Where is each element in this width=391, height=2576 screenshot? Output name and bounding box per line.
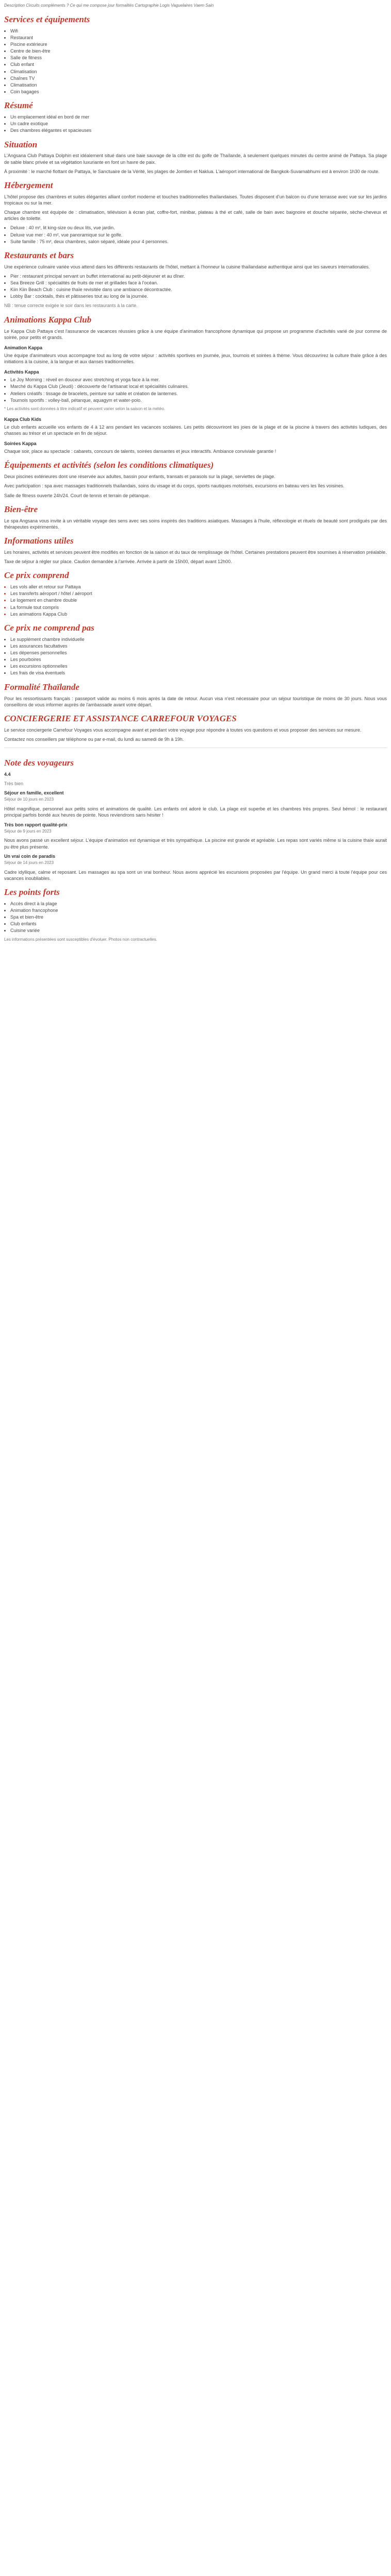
review-card [4, 822, 387, 850]
list-item: • Animation francophone [10, 907, 387, 913]
services-title: Services et équipements [4, 14, 90, 24]
highlights-title: Les points forts [4, 887, 60, 897]
restaurants-title: Restaurants et bars [4, 250, 74, 260]
list-item: • Accès direct à la plage [10, 901, 387, 907]
review-heading: Un vrai coin de paradis [4, 853, 56, 859]
formalities-title: Formalité Thaïlande [4, 682, 79, 692]
list-item: • Les animations Kappa Club [10, 611, 387, 617]
animations-section [4, 314, 387, 455]
review-card [4, 790, 387, 818]
list-item: • Les vols aller et retour sur Pattaya [10, 584, 387, 590]
list-item: • Club enfant [10, 61, 387, 67]
formalities-text: Pour les ressortissants français : passeport valide au moins 6 mois après la date de retour. Aucun visa n'est nécessaire pour un séjour touristique de moins de 30 jours. Nous vous conseillons de vous informer auprès de l'ambassade avant votre départ. [4, 696, 387, 707]
list-item: • Les dépenses personnelles [10, 650, 387, 656]
highlights-section [4, 887, 387, 934]
concierge-section [4, 713, 387, 742]
activities-list [10, 377, 387, 403]
animations-text: Le Kappa Club Pattaya c'est l'assurance de vacances réussies grâce à une équipe d'animation francophone dynamique qui propose un programme d'activités varié de jour comme de soirée, pour petits et grands. [4, 328, 387, 340]
animations-text-2: Une équipe d'animateurs vous accompagne tout au long de votre séjour : activités sportives en journée, jeux, tournois et soirées à thème. Vous découvrirez la culture thaïe grâce à des initiations à la cuisine, à la langue et aux danses traditionnelles. [4, 352, 387, 365]
restaurants-text: Une expérience culinaire variée vous attend dans les différents restaurants de l'hôtel, mettant à l'honneur la cuisine thaïlandaise authentique ainsi que les saveurs internationales. [4, 264, 370, 269]
included-list [10, 584, 387, 617]
review-text: Nous avons passé un excellent séjour. L'équipe d'animation est dynamique et très sympathique. La piscine est grande et agréable. Les repas sont variés même si la cuisine thaïe aurait pu être plus présente. [4, 838, 387, 850]
reviews-title: Note des voyageurs [4, 758, 74, 768]
info-text-2: Taxe de séjour à régler sur place. Caution demandée à l'arrivée. Arrivée à partir de 15h00, départ avant 12h00. [4, 559, 232, 565]
services-list [10, 28, 387, 95]
activities-subtitle: Activités Kappa [4, 369, 39, 375]
list-item: • Les excursions optionnelles [10, 663, 387, 669]
summary-list [10, 114, 387, 133]
list-item: • Cuisine variée [10, 927, 387, 934]
accommodation-text: L'hôtel propose des chambres et suites élégantes alliant confort moderne et touches traditionnelles thaïlandaises. Toutes disposent d'un balcon ou d'une terrasse avec vue sur les jardins tropicaux ou sur la mer. [4, 194, 387, 206]
restaurants-section [4, 250, 387, 309]
list-item: • La formule tout compris [10, 604, 387, 611]
list-item: • Kiin Kiin Beach Club : cuisine thaïe revisitée dans une ambiance décontractée. [10, 286, 387, 293]
list-item: • Des chambres élégantes et spacieuses [10, 127, 387, 133]
evenings-subtitle: Soirées Kappa [4, 441, 37, 447]
list-item: • Les assurances facultatives [10, 643, 387, 649]
location-text-2: À proximité : le marché flottant de Pattaya, le Sanctuaire de la Vérité, les plages de Jomtien et Naklua. L'aéroport international de Bangkok-Suvarnabhumi est à environ 1h30 de route. [4, 168, 380, 174]
list-item: • Restaurant [10, 35, 387, 41]
accommodation-text-2: Chaque chambre est équipée de : climatisation, télévision à écran plat, coffre-fort, minibar, plateau à thé et café, salle de bain avec baignoire et douche séparée, sèche-cheveux et articles de toilette. [4, 210, 387, 222]
equipment-text-3: Salle de fitness ouverte 24h/24. Court de tennis et terrain de pétanque. [4, 493, 150, 498]
list-item: • Piscine extérieure [10, 41, 387, 47]
review-date: Séjour de 14 jours en 2023 [4, 860, 54, 865]
reviews-score: 4.4 [4, 772, 11, 777]
list-item: • Les frais de visa éventuels [10, 670, 387, 676]
location-title: Situation [4, 139, 38, 149]
list-item: • Club enfants [10, 921, 387, 927]
list-item: • Les transferts aéroport / hôtel / aéroport [10, 590, 387, 597]
list-item: • Le supplément chambre individuelle [10, 636, 387, 642]
reviews-section [4, 748, 387, 882]
list-item: • Salle de fitness [10, 55, 387, 61]
list-item: • Climatisation [10, 69, 387, 75]
kids-text: Le club enfants accueille vos enfants de 4 à 12 ans pendant les vacances scolaires. Les petits découvriront les joies de la plage et de la piscine à travers des activités ludiques, des chasses au trésor et un spectacle en fin de séjour. [4, 424, 387, 436]
list-item: • Sea Breeze Grill : spécialités de fruits de mer et grillades face à l'océan. [10, 280, 387, 286]
list-item: • Deluxe : 40 m², lit king-size ou deux lits, vue jardin. [10, 225, 387, 231]
not-included-title: Ce prix ne comprend pas [4, 622, 94, 633]
location-text: L'Angsana Club Pattaya Dolphin est idéalement situé dans une baie sauvage de la côte est du golfe de Thaïlande, à seulement quelques minutes du centre animé de Pattaya. Sa plage de sable blanc privée et sa végétation luxuriante en font un havre de paix. [4, 153, 387, 165]
wellness-title: Bien-être [4, 504, 38, 514]
restaurants-list [10, 273, 387, 300]
list-item: • Lobby Bar : cocktails, thés et pâtisseries tout au long de la journée. [10, 293, 387, 299]
equipment-text-2: Avec participation : spa avec massages traditionnels thaïlandais, soins du visage et du corps, sports nautiques motorisés, excursions en bateau vers les îles voisines. [4, 483, 345, 489]
concierge-text: Le service conciergerie Carrefour Voyages vous accompagne avant et pendant votre voyage pour répondre à toutes vos questions et vous proposer des services sur mesure. [4, 727, 362, 733]
accommodation-title: Hébergement [4, 180, 53, 190]
review-text: Cadre idyllique, calme et reposant. Les massages au spa sont un vrai bonheur. Nous avons apprécié les excursions proposées par l'équipe. Un grand merci à toute l'équipe pour ces vacances inoubliables. [4, 869, 387, 881]
wellness-section [4, 504, 387, 530]
list-item: • Climatisation [10, 82, 387, 88]
review-heading: Séjour en famille, excellent [4, 790, 64, 796]
review-text: Hôtel magnifique, personnel aux petits soins et animations de qualité. Les enfants ont adoré le club. La plage est superbe et les chambres très propres. Seul bémol : le restaurant principal parfois bondé aux heures de pointe. Nous reviendrons sans hésiter ! [4, 806, 387, 818]
list-item: • Un emplacement idéal en bord de mer [10, 114, 387, 120]
intro-text: Description Circuits compléments ? Ce qui me compose jour formalités Cartographie Logis Vaguelaires Vaem Sain [4, 3, 214, 8]
list-item: • Chaînes TV [10, 75, 387, 81]
list-item: • Ateliers créatifs : tissage de bracelets, peinture sur sable et création de lanternes. [10, 391, 387, 397]
list-item: • Coin bagages [10, 89, 387, 95]
review-heading: Très bon rapport qualité-prix [4, 822, 68, 827]
reviews-label: Très bien [4, 781, 24, 787]
footer-note: Les informations présentées sont susceptibles d'évoluer. Photos non contractuelles. [4, 937, 157, 942]
included-title: Ce prix comprend [4, 570, 69, 581]
accommodation-section [4, 180, 387, 245]
review-card [4, 853, 387, 882]
list-item: • Marché du Kappa Club (Jeudi) : découverte de l'artisanat local et spécialités culinaires. [10, 383, 387, 389]
list-item: • Les pourboires [10, 656, 387, 663]
formalities-section [4, 682, 387, 708]
location-section [4, 139, 387, 175]
concierge-title: CONCIERGERIE ET ASSISTANCE CARREFOUR VOYAGES [4, 713, 237, 723]
info-title: Informations utiles [4, 535, 74, 546]
equipment-title: Équipements et activités (selon les conditions climatiques) [4, 460, 214, 470]
list-item: • Wifi [10, 28, 387, 34]
concierge-text-2: Contactez nos conseillers par téléphone ou par e-mail, du lundi au samedi de 9h à 19h. [4, 736, 184, 742]
info-section [4, 535, 387, 565]
wellness-text: Le spa Angsana vous invite à un véritable voyage des sens avec ses soins inspirés des traditions asiatiques. Massages à l'huile, réflexologie et rituels de beauté sont prodigués par des thérapeutes expérimentés. [4, 518, 387, 530]
restaurants-note: NB : tenue correcte exigée le soir dans les restaurants à la carte. [4, 303, 138, 309]
not-included-list [10, 636, 387, 676]
room-list [10, 225, 387, 244]
list-item: • Pier : restaurant principal servant un buffet international au petit-déjeuner et au dîner. [10, 273, 387, 279]
not-included-section [4, 622, 387, 676]
info-text: Les horaires, activités et services peuvent être modifiés en fonction de la saison et du taux de remplissage de l'hôtel. Certaines prestations peuvent être soumises à réservation préalable. [4, 549, 387, 555]
list-item: • Spa et bien-être [10, 914, 387, 920]
services-section [4, 14, 387, 95]
list-item: • Suite famille : 75 m², deux chambres, salon séparé, idéale pour 4 personnes. [10, 239, 387, 245]
list-item: • Deluxe vue mer : 40 m², vue panoramique sur le golfe. [10, 232, 387, 238]
evenings-text: Chaque soir, place au spectacle : cabarets, concours de talents, soirées dansantes et jeux interactifs. Ambiance conviviale garantie ! [4, 449, 276, 454]
page [0, 0, 391, 956]
list-item: • Un cadre exotique [10, 121, 387, 127]
included-section [4, 570, 387, 617]
animations-title: Animations Kappa Club [4, 314, 92, 325]
activities-note: * Les activités sont données à titre indicatif et peuvent varier selon la saison et la météo. [4, 406, 166, 411]
animations-subtitle: Animation Kappa [4, 345, 43, 350]
list-item: • Le logement en chambre double [10, 597, 387, 603]
list-item: • Tournois sportifs : volley-ball, pétanque, aquagym et water-polo. [10, 397, 387, 403]
summary-title: Résumé [4, 100, 33, 111]
equipment-text: Deux piscines extérieures dont une réservée aux adultes, bassin pour enfants, transats et parasols sur la plage, serviettes de plage. [4, 474, 275, 480]
highlights-list [10, 901, 387, 934]
equipment-section [4, 460, 387, 498]
list-item: • Le Joy Morning : réveil en douceur avec stretching et yoga face à la mer. [10, 377, 387, 383]
kids-subtitle: Kappa Club Kids [4, 416, 42, 422]
review-date: Séjour de 10 jours en 2023 [4, 797, 54, 802]
summary-section [4, 100, 387, 133]
review-date: Séjour de 9 jours en 2023 [4, 828, 52, 834]
list-item: • Centre de bien-être [10, 48, 387, 54]
